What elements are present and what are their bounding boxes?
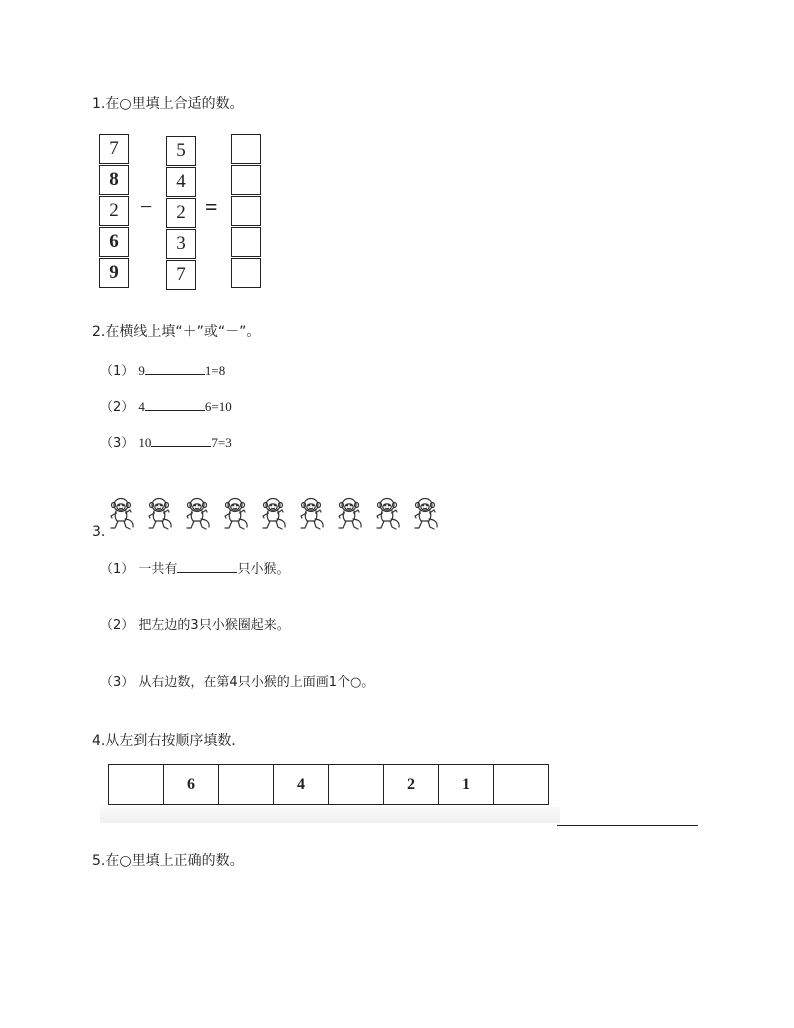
q3-item-text: 从右边数，在第4只小猴的上面画1个○。 [138,675,375,690]
monkey-icon [104,496,139,534]
monkey-icon [256,496,291,534]
sequence-cell[interactable]: 2 [384,765,439,804]
q2-item-left: 4 [138,399,145,414]
answer-cell[interactable] [231,134,261,164]
question-2-title: 2.在横线上填“＋”或“－”。 [92,324,261,340]
sequence-cell[interactable] [109,765,164,804]
answer-cell[interactable] [231,227,261,257]
monkey-icon [332,496,367,534]
q3-item-text: 把左边的3只小猴圈起来。 [138,618,290,633]
scan-shadow [100,807,560,823]
sequence-cell[interactable] [219,765,274,804]
column-a-cell: 2 [99,196,129,226]
q2-item-right: 7=3 [211,435,232,450]
q2-item-label: （3） [100,436,135,451]
monkey-icon [180,496,215,534]
column-b-cell: 2 [166,198,196,228]
monkey-icon [370,496,405,534]
answer-blank[interactable] [177,560,237,573]
sequence-cell[interactable] [494,765,548,804]
sequence-cell[interactable]: 6 [164,765,219,804]
answer-cell[interactable] [231,196,261,226]
answer-cell[interactable] [231,165,261,195]
sequence-cell[interactable] [329,765,384,804]
q2-item-left: 9 [138,363,145,378]
equals-sign: = [205,194,218,219]
column-a-cell: 9 [99,258,129,288]
q3-item-label: （2） [100,618,135,633]
question-3-number: 3. [92,524,106,540]
column-b [166,136,196,291]
sequence-cell[interactable]: 1 [439,765,494,804]
sequence-cell[interactable]: 4 [274,765,329,804]
column-a-cell: 7 [99,134,129,164]
column-b-cell: 3 [166,229,196,259]
q3-item-label: （3） [100,675,135,690]
q2-item-1 [100,360,225,379]
answer-blank[interactable] [151,434,211,447]
answer-line [557,825,698,826]
question-5-title: 5.在○里填上正确的数。 [92,853,244,869]
sequence-table [108,764,549,805]
monkey-icon [294,496,329,534]
answer-blank[interactable] [145,362,205,375]
q3-item-1 [100,558,289,577]
column-answer [231,134,261,289]
column-b-cell: 5 [166,136,196,166]
monkey-icon [408,496,443,534]
q2-item-left: 10 [138,435,152,450]
column-b-cell: 7 [166,260,196,290]
q2-item-label: （2） [100,400,135,415]
q3-item-before: 一共有 [138,562,178,577]
monkey-row [104,496,443,534]
q3-item-after: 只小猴。 [237,562,290,577]
monkey-icon [142,496,177,534]
monkey-icon [218,496,253,534]
question-4-title: 4.从左到右按顺序填数． [92,733,246,749]
column-b-cell: 4 [166,167,196,197]
q2-item-label: （1） [100,364,135,379]
answer-blank[interactable] [145,398,205,411]
q3-item-label: （1） [100,562,135,577]
q3-item-2 [100,614,290,633]
question-1-title: 1.在○里填上合适的数。 [92,96,244,112]
q3-item-3 [100,671,374,690]
minus-sign: − [140,194,153,219]
q2-item-3 [100,432,232,451]
q2-item-2 [100,396,232,415]
q2-item-right: 6=10 [204,399,232,414]
column-a [99,134,129,289]
column-a-cell: 6 [99,227,129,257]
q2-item-right: 1=8 [204,363,226,378]
answer-cell[interactable] [231,258,261,288]
column-a-cell: 8 [99,165,129,195]
